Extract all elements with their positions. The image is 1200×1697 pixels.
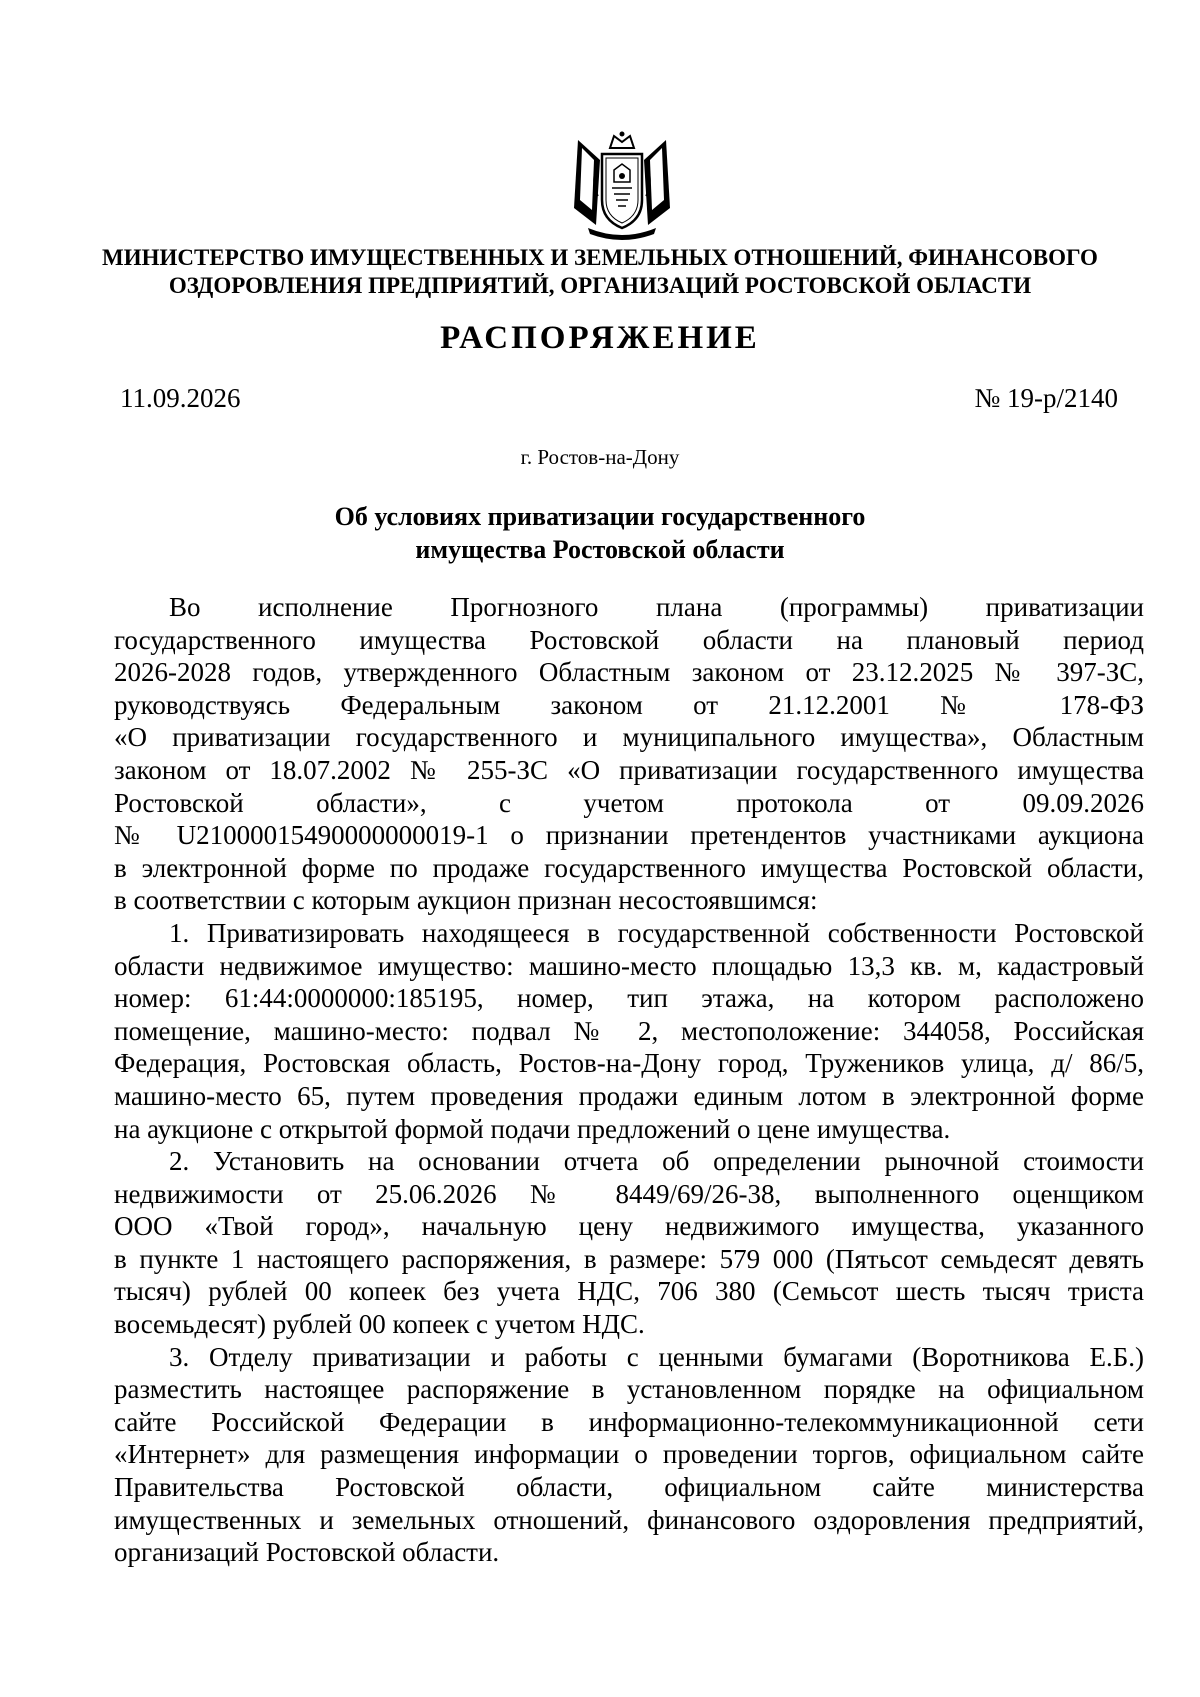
item-3-line: 3. Отделу приватизации и работы с ценными бумагами (Воротникова Е.Б.) (169, 1341, 1144, 1372)
preamble-line: Ростовской области», с учетом протокола от 09.09.2026 (114, 787, 1144, 818)
item-3-line: имущественных и земельных отношений, финансового оздоровления предприятий, (114, 1504, 1144, 1535)
preamble-line: Во исполнение Прогнозного плана (программы) приватизации (169, 592, 1144, 622)
item-1-line: области недвижимое имущество: машино-место площадью 13,3 кв. м, кадастровый (114, 950, 1144, 981)
preamble-line: руководствуясь Федеральным законом от 21.12.2001 № 178-ФЗ (114, 689, 1144, 720)
item-1-line: Федерация, Ростовская область, Ростов-на-Дону город, Тружеников улица, д/ 86/5, (114, 1048, 1144, 1079)
item-2-line: восемьдесят) рублей 00 копеек с учетом НДС. (114, 1309, 645, 1340)
item-3-line: Правительства Ростовской области, официальном сайте министерства (114, 1472, 1144, 1503)
item-3-line: организаций Ростовской области. (114, 1537, 500, 1568)
preamble-line: в соответствии с которым аукцион признан несостоявшимся: (114, 885, 818, 916)
document-title-line-1: Об условиях приватизации государственного (334, 502, 866, 531)
preamble-line: государственного имущества Ростовской области на плановый период (114, 624, 1144, 655)
document-body (114, 591, 1144, 1569)
item-3-line: сайте Российской Федерации в информационно-телекоммуникационной сети (114, 1406, 1144, 1437)
ministry-name-line-2: ОЗДОРОВЛЕНИЯ ПРЕДПРИЯТИЙ, ОРГАНИЗАЦИЙ РОСТОВСКОЙ ОБЛАСТИ (168, 273, 1032, 298)
item-3-line: разместить настоящее распоряжение в установленном порядке на официальном (114, 1374, 1144, 1405)
preamble-line: в электронной форме по продаже государственного имущества Ростовской области, (114, 852, 1144, 883)
item-1-line: машино-место 65, путем проведения продажи единым лотом в электронной форме (114, 1080, 1144, 1111)
document-title (100, 500, 1100, 566)
document-title-line-2: имущества Ростовской области (415, 535, 785, 564)
item-1-line: номер: 61:44:0000000:185195, номер, тип этажа, на котором расположено (114, 983, 1144, 1014)
item-2-line: 2. Установить на основании отчета об определении рыночной стоимости (169, 1146, 1144, 1177)
preamble-line: № U21000015490000000019-1 о признании претендентов участниками аукциона (114, 820, 1144, 851)
document-date: 11.09.2026 (120, 383, 241, 413)
document-number: № 19-р/2140 (974, 383, 1118, 413)
item-2-line: ООО «Твой город», начальную цену недвижимого имущества, указанного (114, 1211, 1144, 1242)
item-3-line: «Интернет» для размещения информации о проведении торгов, официальном сайте (114, 1439, 1144, 1470)
item-2-line: тысяч) рублей 00 копеек без учета НДС, 706 380 (Семьсот шесть тысяч триста (114, 1276, 1144, 1307)
document-city: г. Ростов-на-Дону (520, 445, 680, 469)
preamble-line: 2026-2028 годов, утвержденного Областным законом от 23.12.2025 № 397-ЗС, (114, 657, 1144, 688)
item-1-line: 1. Приватизировать находящееся в государственной собственности Ростовской (169, 917, 1144, 948)
item-1-line: на аукционе с открытой формой подачи предложений о цене имущества. (114, 1113, 951, 1144)
item-2-line: недвижимости от 25.06.2026 № 8449/69/26-38, выполненного оценщиком (114, 1178, 1144, 1209)
preamble-line: «О приватизации государственного и муниципального имущества», Областным (114, 722, 1144, 753)
rostov-oblast-coat-of-arms-icon (570, 130, 674, 242)
item-1-line: помещение, машино-место: подвал № 2, местоположение: 344058, Российская (114, 1015, 1144, 1046)
ministry-name-line-1: МИНИСТЕРСТВО ИМУЩЕСТВЕННЫХ И ЗЕМЕЛЬНЫХ ОТНОШЕНИЙ, ФИНАНСОВОГО (102, 245, 1098, 270)
document-type: РАСПОРЯЖЕНИЕ (440, 320, 760, 356)
item-2-line: в пункте 1 настоящего распоряжения, в размере: 579 000 (Пятьсот семьдесят девять (114, 1243, 1144, 1274)
ministry-name (100, 244, 1100, 300)
preamble-line: законом от 18.07.2002 № 255-ЗС «О приватизации государственного имущества (114, 754, 1144, 785)
